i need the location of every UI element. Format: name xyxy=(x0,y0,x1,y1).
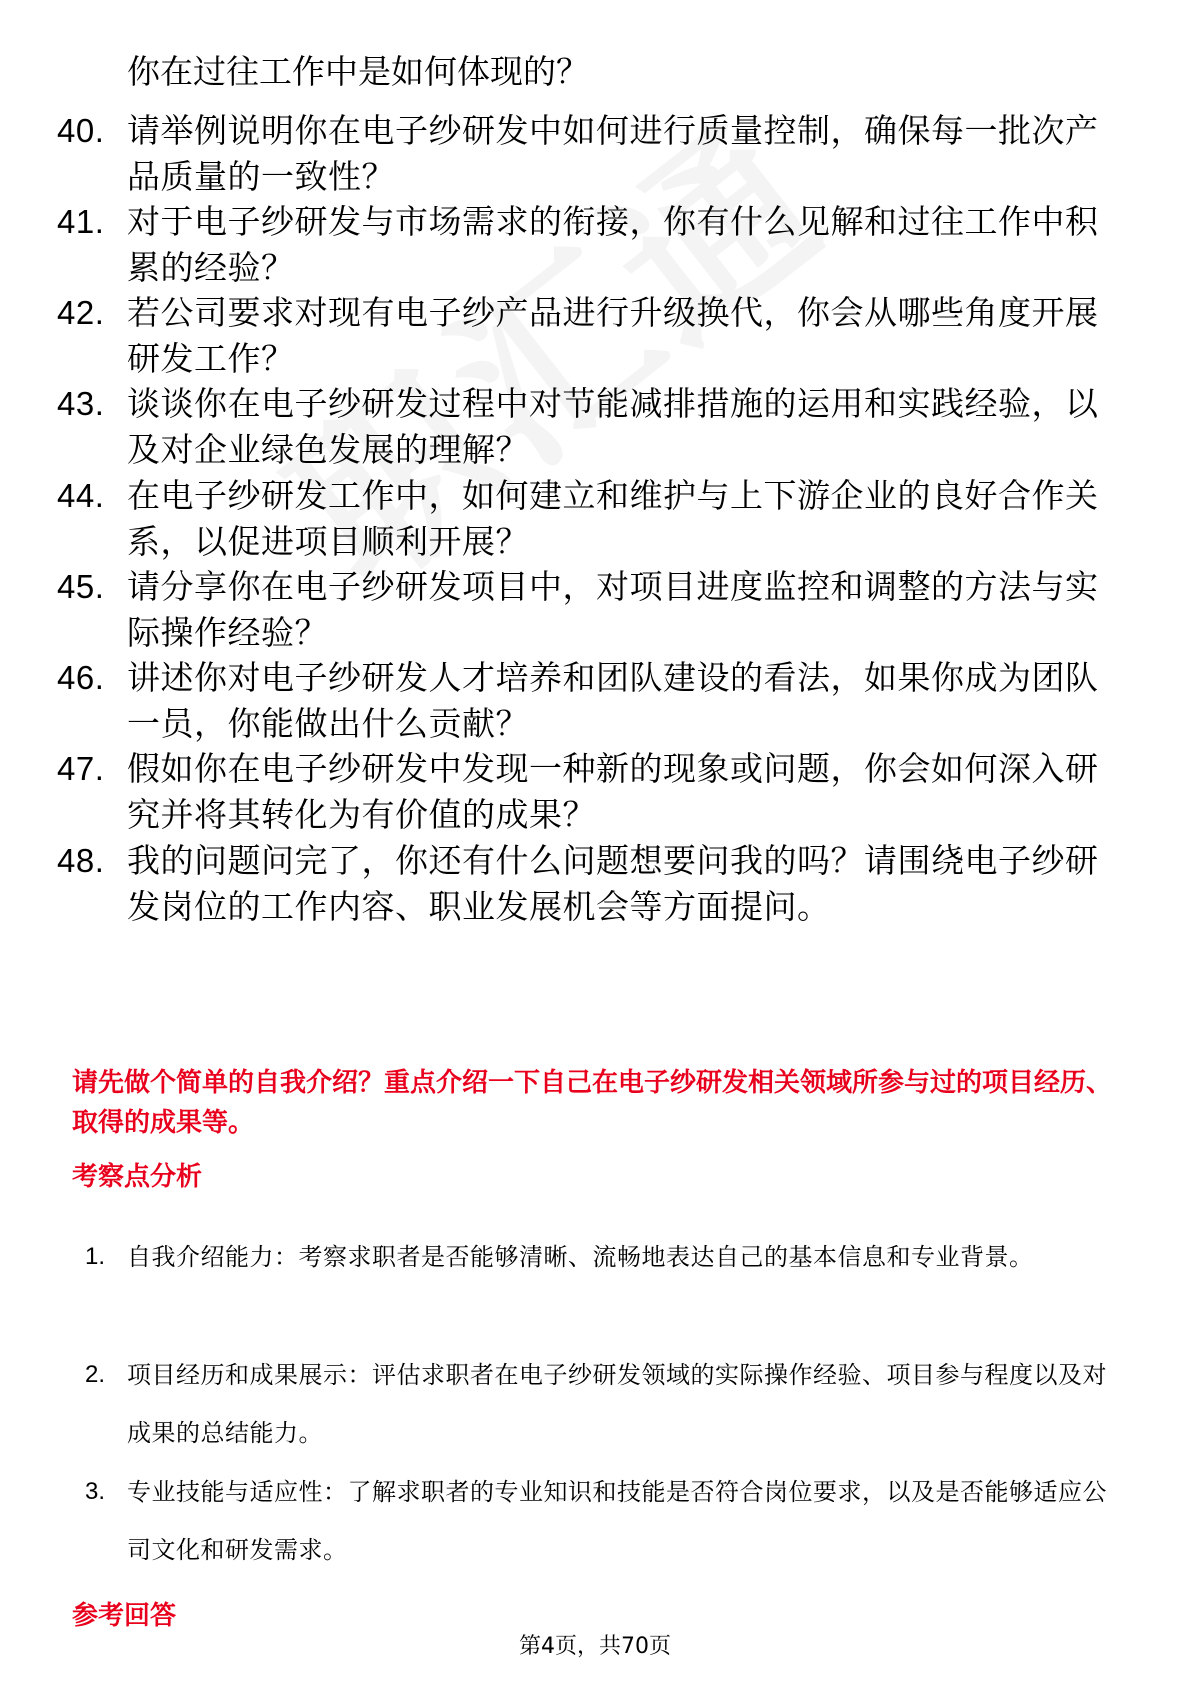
analysis-point-text: 自我介绍能力：考察求职者是否能够清晰、流畅地表达自己的基本信息和专业背景。 xyxy=(127,1243,1034,1271)
question-number: 46. xyxy=(57,659,105,696)
question-text: 我的问题问完了，你还有什么问题想要问我的吗？请围绕电子纱研发岗位的工作内容、职业发展机会等方面提问。 xyxy=(127,841,1099,926)
question-number: 48. xyxy=(57,842,105,879)
question-text: 请分享你在电子纱研发项目中，对项目进度监控和调整的方法与实际操作经验？ xyxy=(127,567,1099,652)
question-number: 45. xyxy=(57,568,105,605)
question-text: 讲述你对电子纱研发人才培养和团队建设的看法，如果你成为团队一员，你能做出什么贡献？ xyxy=(127,658,1099,743)
question-item xyxy=(0,473,1190,573)
question-text: 谈谈你在电子纱研发过程中对节能减排措施的运用和实践经验，以及对企业绿色发展的理解？ xyxy=(127,384,1099,469)
question-number: 43. xyxy=(57,385,105,422)
question-number: 44. xyxy=(57,477,105,514)
question-item xyxy=(0,108,1190,208)
question-number: 41. xyxy=(57,203,105,240)
highlight-question: 请先做个简单的自我介绍？重点介绍一下自己在电子纱研发相关领域所参与过的项目经历、取得的成果等。 xyxy=(72,1068,1113,1138)
question-text: 请举例说明你在电子纱研发中如何进行质量控制，确保每一批次产品质量的一致性？ xyxy=(127,111,1099,196)
question-item xyxy=(0,381,1190,481)
question-text: 对于电子纱研发与市场需求的衔接，你有什么见解和过往工作中积累的经验？ xyxy=(127,202,1099,287)
question-item xyxy=(0,290,1190,390)
question-number: 47. xyxy=(57,750,105,787)
question-text: 若公司要求对现有电子纱产品进行升级换代，你会从哪些角度开展研发工作？ xyxy=(127,293,1099,378)
question-item xyxy=(0,564,1190,664)
question-item xyxy=(0,746,1190,846)
question-item xyxy=(0,838,1190,938)
question-number: 42. xyxy=(57,294,105,331)
analysis-point-number: 2. xyxy=(85,1361,106,1388)
analysis-point-number: 3. xyxy=(85,1478,106,1505)
answer-title: 参考回答 xyxy=(72,1601,177,1631)
question-item xyxy=(0,199,1190,299)
analysis-title: 考察点分析 xyxy=(72,1162,203,1192)
analysis-point-text: 专业技能与适应性：了解求职者的专业知识和技能是否符合岗位要求，以及是否能够适应公司文化和研发需求。 xyxy=(127,1478,1107,1564)
question-item xyxy=(0,655,1190,755)
analysis-point-number: 1. xyxy=(85,1243,106,1270)
question-number: 40. xyxy=(57,112,105,149)
analysis-point-text: 项目经历和成果展示：评估求职者在电子纱研发领域的实际操作经验、项目参与程度以及对成果的总结能力。 xyxy=(127,1361,1107,1447)
question-text: 在电子纱研发工作中，如何建立和维护与上下游企业的良好合作关系，以促进项目顺利开展？ xyxy=(127,476,1099,561)
question-continuation: 你在过往工作中是如何体现的？ xyxy=(127,52,589,91)
page-footer: 第4页，共70页 xyxy=(519,1634,671,1659)
question-text: 假如你在电子纱研发中发现一种新的现象或问题，你会如何深入研究并将其转化为有价值的成果？ xyxy=(127,749,1099,834)
